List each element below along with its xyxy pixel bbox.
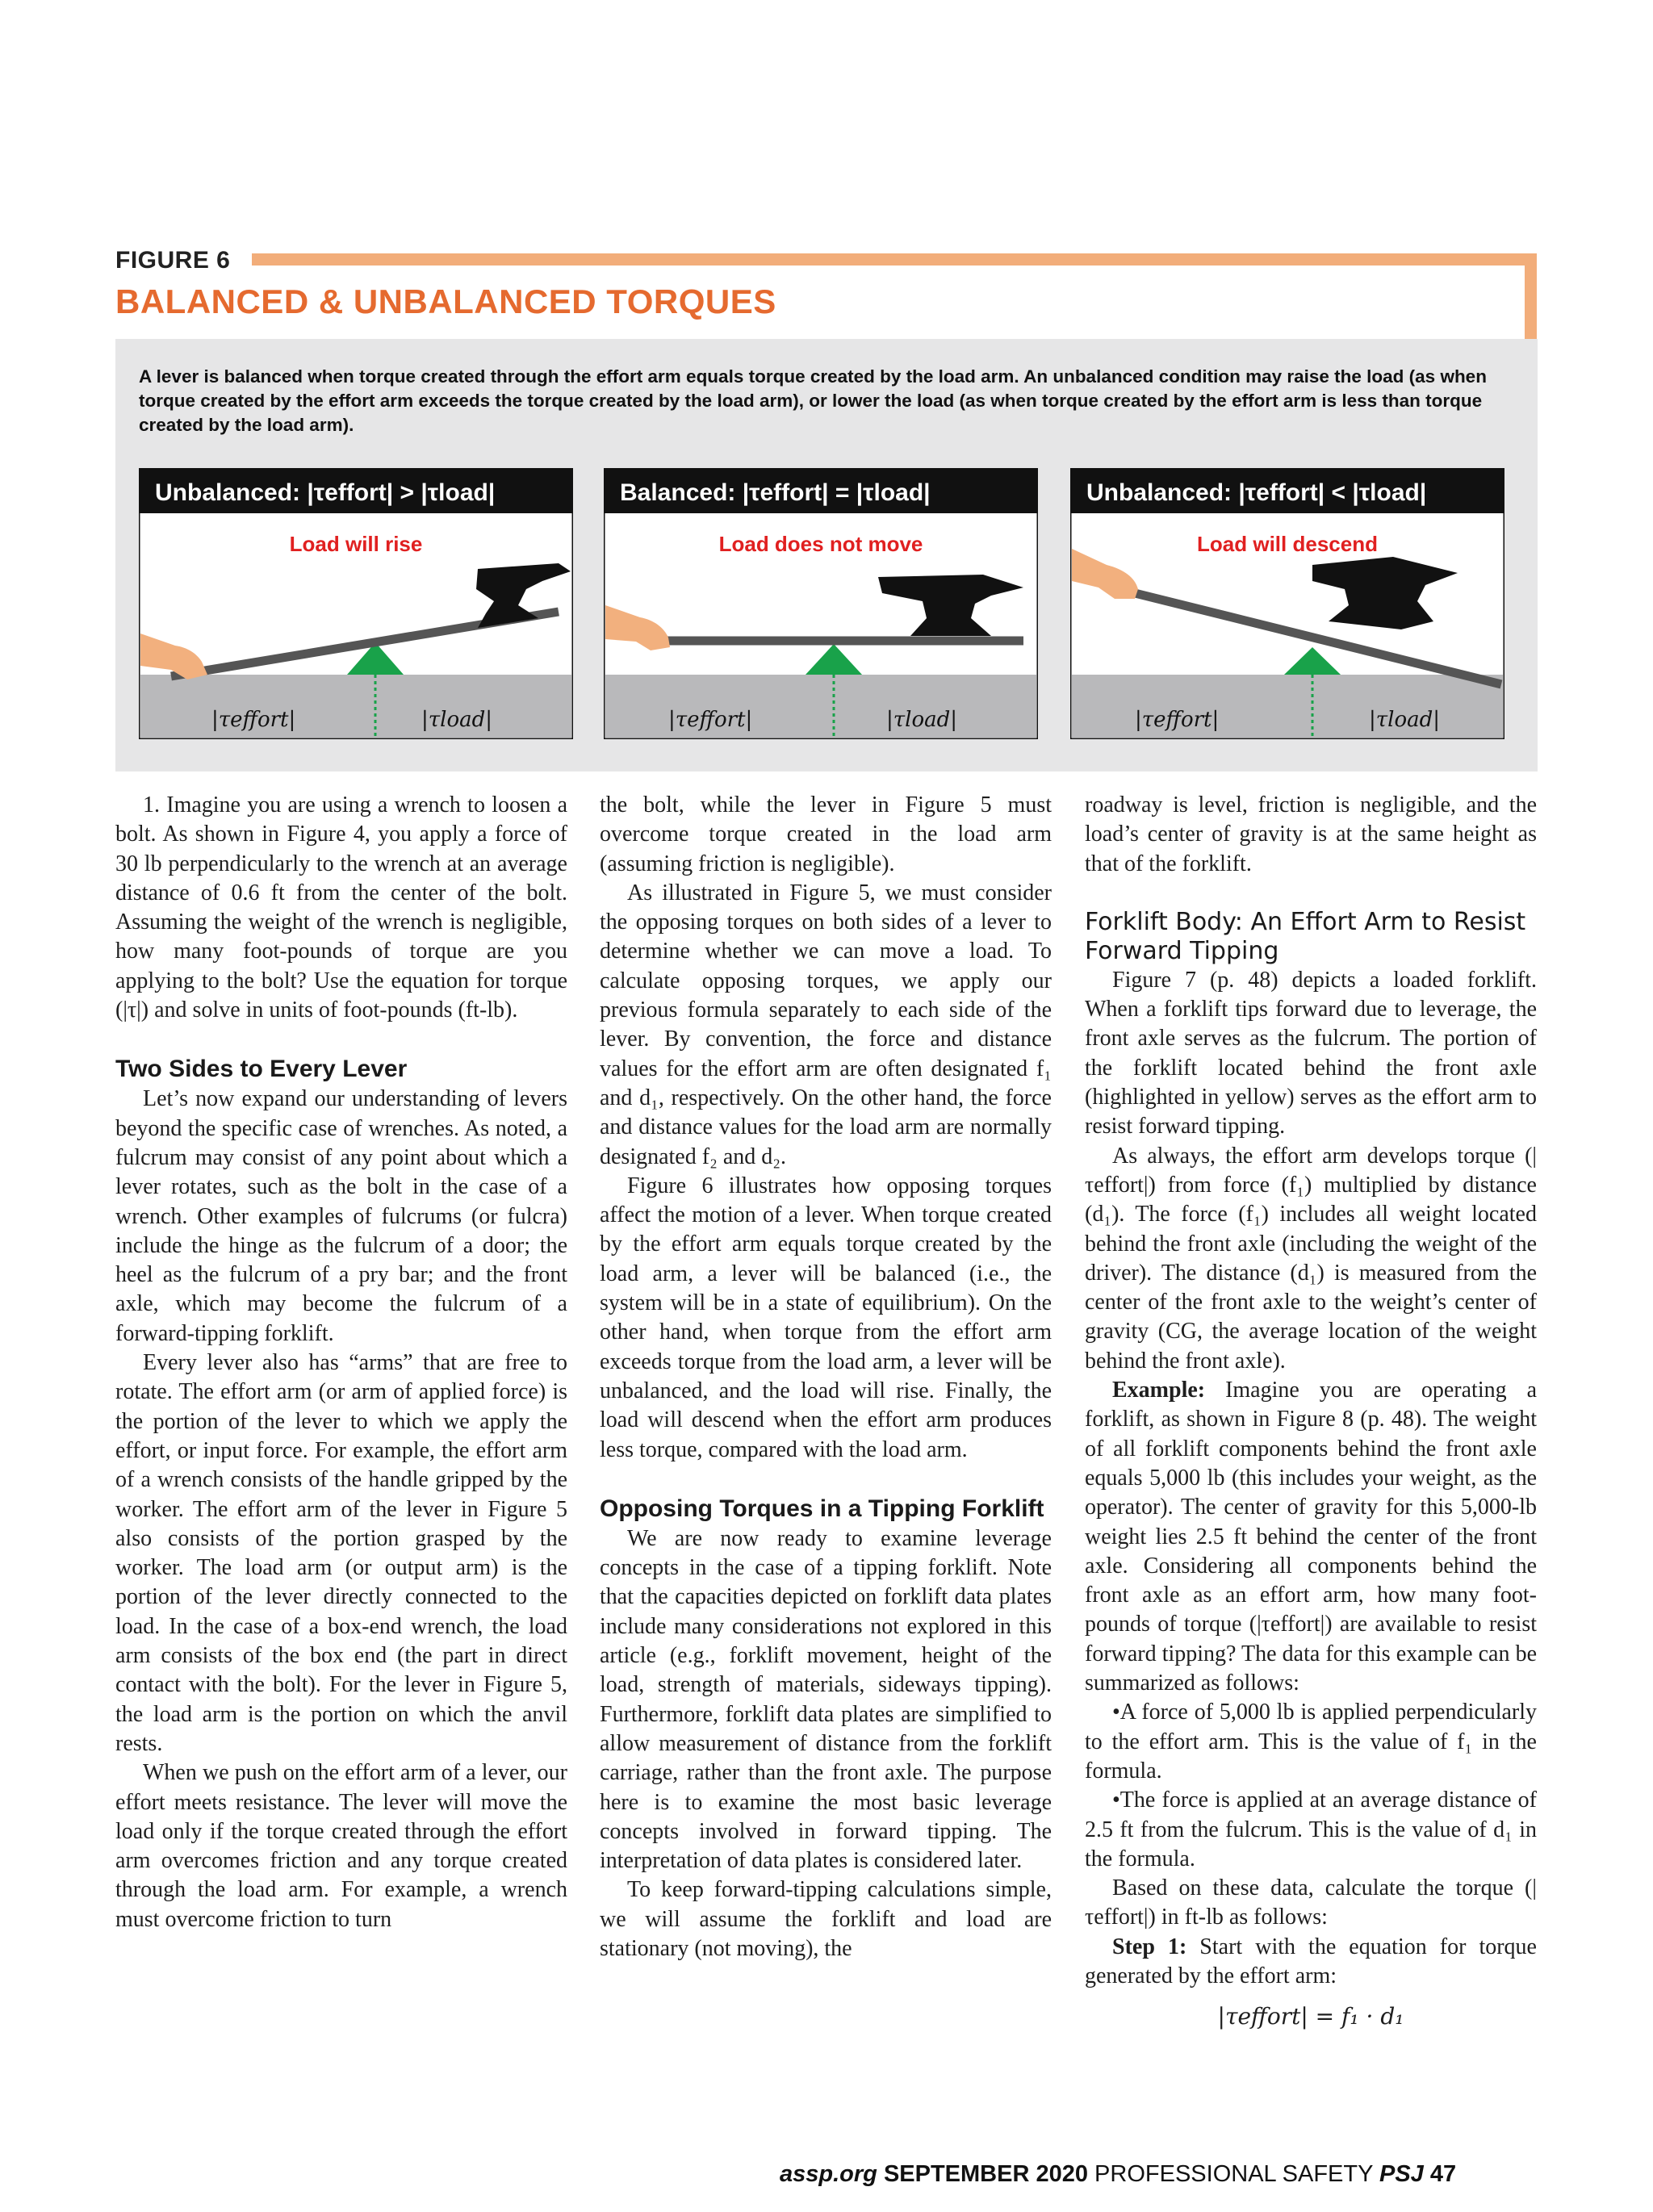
paragraph: Every lever also has “arms” that are free to rotate. The effort arm (or arm of applied force) is the portion of the lever to which we apply the effort, or input force. For example, the effort arm of a wrench consists of the handle gripped by the worker. The effort arm of the lever in Figure 5 also consists of the portion grasped by the worker. The load arm (or output arm) is the portion of the lever directly connected to the load. In the case of a box-end wrench, the load arm consists of the box end (the part in direct contact with the bolt). For the lever in Figure 5, the load arm is the portion on which the anvil rests. <box>115 1350 567 1756</box>
page-footer <box>780 2161 1456 2188</box>
load-label: |τload| <box>421 708 493 732</box>
paragraph: Figure 6 illustrates how opposing torques affect the motion of a lever. When torque created by the effort arm equals torque created by the load arm, a lever will be balanced (i.e., the system will be in a state of equilibrium). On the other hand, when torque from the effort arm exceeds torque from the load arm, a lever will be unbalanced, and the load will rise. Finally, the load will descend when the effort arm produces less torque, compared with the load arm. <box>600 1173 1052 1462</box>
step-text: Start with the equation for torque generated by the effort arm: <box>1085 1934 1537 1988</box>
effort-label: |τeffort| <box>1135 708 1220 732</box>
diagram-unbalanced-descend <box>1070 468 1504 739</box>
paragraph: 1. Imagine you are using a wrench to loosen a bolt. As shown in Figure 4, you apply a force of 30 lb perpendicularly to the wrench at an average distance of 0.6 ft from the center of the bolt. Assuming the weight of the wrench is negligible, how many foot-pounds of torque are you applying to the bolt? Use the equation for torque (|τ|) and solve in units of foot-pounds (ft-lb). <box>115 792 567 1023</box>
example-text: Imagine you are operating a forklift, as shown in Figure 8 (p. 48). The weight of all forklift components behind the front axle equals 5,000 lb (this includes your weight, as the operator). The center of gravity for this 5,000-lb weight lies 2.5 ft behind the center of the front axle. Considering all components behind the front axle as an effort arm, how many foot-pounds of torque (|τeffort|) are available to resist forward tipping? The data for this example can be summarized as follows: <box>1085 1378 1537 1696</box>
diagram-balanced <box>604 468 1038 739</box>
effort-label: |τeffort| <box>211 708 296 732</box>
column-3 <box>1085 791 1537 2032</box>
load-label: |τload| <box>1369 708 1441 732</box>
footer-site: assp.org <box>780 2161 877 2187</box>
paragraph: Let’s now expand our understanding of levers beyond the specific case of wrenches. As noted, a fulcrum may consist of any point about which a lever rotates, such as the bolt in the case of a wrench. Other examples of fulcrums (or fulcra) include the hinge as the fulcrum of a door; the heel as the fulcrum of a pry bar; and the front axle, which may become the fulcrum of a forward-tipping forklift. <box>115 1086 567 1346</box>
figure-top-rule <box>252 253 1537 266</box>
effort-label: |τeffort| <box>668 708 753 732</box>
footer-journal: PROFESSIONAL SAFETY <box>1094 2161 1373 2187</box>
paragraph: Figure 7 (p. 48) depicts a loaded forklift. When a forklift tips forward due to leverage, the front axle serves as the fulcrum. The portion of the forklift located behind the front axle (highlighted in yellow) serves as the effort arm to resist forward tipping. <box>1085 967 1537 1139</box>
figure-right-rule <box>1525 253 1537 342</box>
paragraph: As always, the effort arm develops torque (|τeffort|) from force (f₁) multiplied by distance (d₁). The force (f₁) includes all weight located behind the front axle (including the weight of the driver). The distance (d₁) is measured from the center of the front axle to the weight’s center of gravity (CG, the average location of the weight behind the front axle). <box>1085 1143 1537 1374</box>
footer-date: SEPTEMBER 2020 <box>883 2161 1088 2187</box>
panel-heading: Unbalanced: |τeffort| > |τload| <box>155 479 496 506</box>
panel-heading: Unbalanced: |τeffort| < |τload| <box>1086 479 1427 506</box>
bullet-item: •The force is applied at an average distance of 2.5 ft from the fulcrum. This is the value of d₁ in the formula. <box>1085 1788 1537 1871</box>
paragraph: Based on these data, calculate the torque (|τeffort|) in ft-lb as follows: <box>1085 1875 1537 1930</box>
footer-psj: PSJ <box>1379 2161 1424 2187</box>
section-heading: Opposing Torques in a Tipping Forklift <box>600 1495 1044 1522</box>
paragraph: roadway is level, friction is negligible, and the load’s center of gravity is at the same height as that of the forklift. <box>1085 792 1537 876</box>
column-1 <box>115 791 567 1934</box>
figure-label: FIGURE 6 <box>115 247 231 274</box>
panel-status: Load will descend <box>1197 532 1378 556</box>
bullet-item: •A force of 5,000 lb is applied perpendicularly to the effort arm. This is the value of f₁ in the formula. <box>1085 1700 1537 1783</box>
paragraph <box>1085 1376 1537 1698</box>
figure-title: BALANCED & UNBALANCED TORQUES <box>115 282 776 320</box>
panel-status: Load does not move <box>718 532 923 556</box>
page-number: 47 <box>1429 2161 1457 2187</box>
paragraph: We are now ready to examine leverage concepts in the case of a tipping forklift. Note that the capacities depicted on forklift data plates include many considerations not explored in this article (e.g., forklift movement, height of the load, strength of materials, sideways tipping). Furthermore, forklift data plates are simplified to allow measurement of distance from the forklift carriage, rather than the front axle. The purpose here is to examine the most basic leverage concepts involved in forward tipping. The interpretation of data plates is considered later. <box>600 1525 1052 1874</box>
section-heading: Forklift Body: An Effort Arm to Resist Forward Tipping <box>1085 907 1526 965</box>
load-label: |τload| <box>886 708 958 732</box>
paragraph: As illustrated in Figure 5, we must consider the opposing torques on both sides of a lever to determine whether we can move a load. To calculate opposing torques, we apply our previous formula separately to each side of the lever. By convention, the force and distance values for the effort arm are often designated f₁ and d₁, respectively. On the other hand, the force and distance values for the load arm are normally designated f₂ and d₂. <box>600 880 1052 1169</box>
step-label: Step 1: <box>1112 1934 1187 1959</box>
figure-caption: A lever is balanced when torque created through the effort arm equals torque created by the load arm. An unbalanced condition may raise the load (as when torque created by the effort arm exceeds the torque created by the load arm), or lower the load (as when torque created by the effort arm is less than torque created by the load arm). <box>139 366 1487 435</box>
paragraph: the bolt, while the lever in Figure 5 must overcome torque created in the load arm (assuming friction is negligible). <box>600 792 1052 876</box>
paragraph: When we push on the effort arm of a lever, our effort meets resistance. The lever will move the load only if the torque created through the effort arm overcomes friction and any torque created through the load arm. For example, a wrench must overcome friction to turn <box>115 1760 567 1932</box>
torque-equation: |τeffort| = f₁ · d₁ <box>1217 2003 1404 2030</box>
paragraph: To keep forward-tipping calculations simple, we will assume the forklift and load are stationary (not moving), the <box>600 1877 1052 1961</box>
panel-heading: Balanced: |τeffort| = |τload| <box>620 479 931 506</box>
panel-status: Load will rise <box>289 532 423 556</box>
diagram-unbalanced-rise <box>139 468 573 739</box>
column-2 <box>600 791 1052 1963</box>
section-heading: Two Sides to Every Lever <box>115 1056 408 1083</box>
paragraph <box>1085 1933 1537 1992</box>
example-label: Example: <box>1112 1378 1206 1403</box>
